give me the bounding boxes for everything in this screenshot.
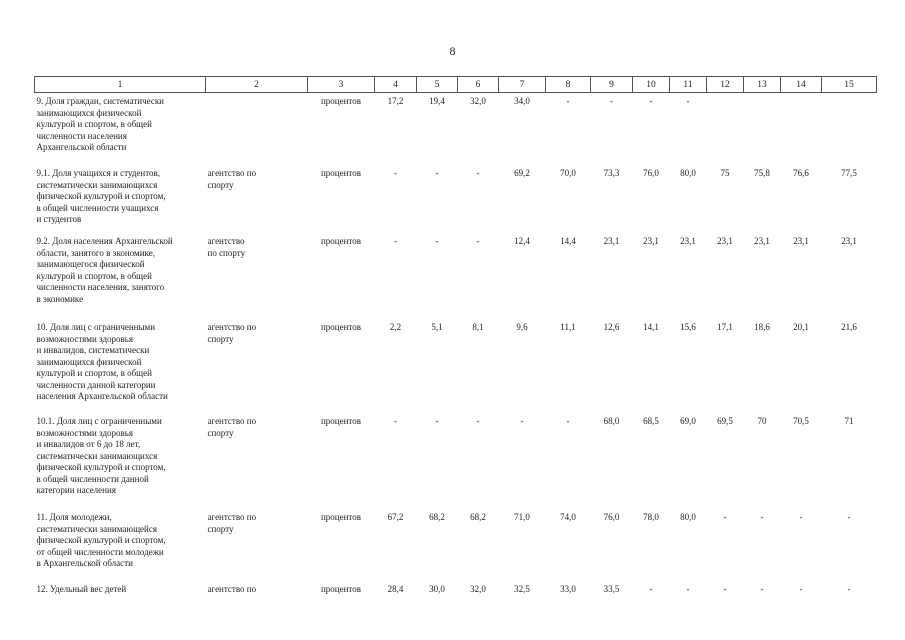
value-cell: - <box>799 584 803 594</box>
executor-line: спорту <box>207 427 234 438</box>
value-cell <box>707 93 744 161</box>
col-header: 14 <box>781 77 822 93</box>
value-cell: 11,1 <box>560 322 576 332</box>
value-cell: 76,6 <box>793 168 809 178</box>
value-cell: - <box>760 584 764 594</box>
value-cell: - <box>566 96 570 106</box>
col-header: 9 <box>591 77 633 93</box>
value-cell: 77,5 <box>841 168 857 178</box>
indicator-name-line: населения Архангельской области <box>36 391 168 401</box>
indicator-name-cell <box>35 232 206 314</box>
col-header: 4 <box>375 77 417 93</box>
indicator-name-line: численности населения, занятого <box>36 282 165 292</box>
value-cell: 32,0 <box>470 96 486 106</box>
indicator-name-cell <box>35 93 206 161</box>
value-cell: 17,1 <box>717 322 733 332</box>
value-cell: 76,0 <box>643 168 659 178</box>
value-cell: 23,1 <box>680 236 696 246</box>
indicator-name-line: области, занятого в экономике, <box>36 247 155 258</box>
value-cell: - <box>476 416 480 426</box>
indicator-name-line: 10.1. Доля лиц с ограниченными <box>36 416 162 426</box>
value-cell: - <box>799 512 803 522</box>
executor-line: спорту <box>207 179 234 190</box>
value-cell: 69,5 <box>717 416 733 426</box>
executor-cell <box>206 93 308 161</box>
value-cell: 68,2 <box>429 512 445 522</box>
col-header: 11 <box>670 77 707 93</box>
indicator-name-line: культурой и спортом, в общей <box>36 270 152 281</box>
value-cell: 23,1 <box>793 236 809 246</box>
indicator-name-line: в Архангельской области <box>36 558 133 568</box>
indicator-name-line: 11. Доля молодежи, <box>36 512 112 522</box>
unit-cell: процентов <box>320 584 361 594</box>
value-cell: 23,1 <box>841 236 857 246</box>
value-cell: - <box>686 96 690 106</box>
indicator-name-line: занимающихся физической <box>36 356 142 367</box>
value-cell: - <box>394 236 397 246</box>
indicator-name-line: возможностями здоровья <box>36 333 134 344</box>
value-cell: - <box>847 512 851 522</box>
value-cell: 67,2 <box>387 512 404 522</box>
value-cell: 68,2 <box>470 512 486 522</box>
value-cell: 80,0 <box>680 512 696 522</box>
value-cell: 23,1 <box>717 236 733 246</box>
col-header: 5 <box>417 77 458 93</box>
value-cell: 12,6 <box>603 322 620 332</box>
value-cell: 74,0 <box>560 512 576 522</box>
value-cell: 12,4 <box>514 236 530 246</box>
unit-cell: процентов <box>320 512 361 522</box>
indicator-name-line: в экономике <box>36 293 84 304</box>
indicator-name-line: физической культурой и спортом, <box>36 535 166 545</box>
indicator-name-line: и инвалидов, систематически <box>36 345 150 355</box>
value-cell: - <box>566 416 570 426</box>
indicator-name-line: систематически занимающихся <box>36 450 158 461</box>
unit-cell: процентов <box>320 96 361 106</box>
indicator-name-line: Архангельской области <box>36 142 127 152</box>
executor-line: агентство <box>207 236 245 246</box>
value-cell: - <box>649 96 653 106</box>
value-cell: - <box>435 236 439 246</box>
value-cell: 23,1 <box>603 236 620 246</box>
value-cell: - <box>723 512 727 522</box>
value-cell <box>822 93 877 161</box>
table-row <box>35 232 877 314</box>
value-cell: 15,6 <box>680 322 696 332</box>
indicator-name-line: физической культурой и спортом, <box>36 462 166 472</box>
unit-cell: процентов <box>320 416 361 426</box>
value-cell: 20,1 <box>793 322 809 332</box>
indicator-name-line: возможностями здоровья <box>36 427 134 438</box>
value-cell <box>781 93 822 161</box>
executor-line: агентство по <box>207 168 257 178</box>
value-cell: 8,1 <box>472 322 484 332</box>
value-cell: 32,5 <box>514 584 530 594</box>
indicator-name-line: 12. Удельный вес детей <box>36 584 127 594</box>
executor-line: по спорту <box>207 247 246 258</box>
indicator-name-line: в общей численности данной <box>36 473 149 484</box>
value-cell: 17,2 <box>387 96 404 106</box>
executor-line: спорту <box>207 333 234 344</box>
executor-cell <box>206 314 308 410</box>
col-header: 2 <box>206 77 308 93</box>
executor-line: агентство по <box>207 416 257 426</box>
indicator-name-cell <box>35 410 206 506</box>
unit-cell: процентов <box>320 236 361 246</box>
unit-cell: процентов <box>320 168 361 178</box>
col-header: 12 <box>707 77 744 93</box>
value-cell: - <box>520 416 524 426</box>
indicator-name-line: категории населения <box>36 485 116 495</box>
value-cell: - <box>435 416 439 426</box>
value-cell: 14,4 <box>560 236 576 246</box>
col-header: 10 <box>633 77 670 93</box>
indicator-name-line: 9. Доля граждан, систематически <box>36 96 165 106</box>
indicator-name-line: от общей численности молодежи <box>36 546 164 557</box>
indicator-name-line: занимающихся физической <box>36 107 142 118</box>
value-cell: 78,0 <box>643 512 659 522</box>
col-header: 1 <box>35 77 206 93</box>
executor-line: спорту <box>207 523 234 534</box>
indicator-name-line: физической культурой и спортом, <box>36 191 166 201</box>
value-cell: - <box>649 584 653 594</box>
indicator-name-line: культурой и спортом, в общей <box>36 368 152 378</box>
executor-line: агентство по <box>207 584 257 594</box>
page-number: 8 <box>449 44 456 58</box>
indicator-name-cell <box>35 506 206 578</box>
col-header: 8 <box>546 77 591 93</box>
indicators-table <box>34 76 877 614</box>
value-cell: 68,0 <box>603 416 620 426</box>
executor-cell <box>206 506 308 578</box>
indicator-name-line: и инвалидов от 6 до 18 лет, <box>36 439 141 449</box>
indicator-name-line: систематически занимающейся <box>36 523 157 534</box>
value-cell: - <box>394 416 397 426</box>
indicator-name-line: 10. Доля лиц с ограниченными <box>36 322 156 332</box>
value-cell: 75 <box>720 168 730 178</box>
table-row <box>35 506 877 578</box>
value-cell: - <box>394 168 397 178</box>
value-cell: - <box>435 168 439 178</box>
executor-cell <box>206 410 308 506</box>
value-cell: 14,1 <box>643 322 659 332</box>
value-cell: 5,1 <box>431 322 443 332</box>
value-cell: 28,4 <box>387 584 404 594</box>
value-cell: 33,5 <box>603 584 620 594</box>
value-cell: 30,0 <box>429 584 445 594</box>
executor-cell <box>206 578 308 614</box>
indicator-name-line: численности данной категории <box>36 379 156 390</box>
indicator-name-line: и студентов <box>36 214 82 224</box>
value-cell: 21,6 <box>841 322 857 332</box>
col-header: 15 <box>822 77 877 93</box>
value-cell: 18,6 <box>754 322 770 332</box>
value-cell: 68,5 <box>643 416 659 426</box>
value-cell: 71 <box>844 416 854 426</box>
indicator-name-line: культурой и спортом, в общей <box>36 119 152 129</box>
executor-line: агентство по <box>207 322 257 332</box>
value-cell: - <box>476 168 480 178</box>
unit-cell: процентов <box>320 322 361 332</box>
value-cell: 80,0 <box>680 168 696 178</box>
value-cell: 73,3 <box>603 168 620 178</box>
indicator-name-line: занимающегося физической <box>36 259 145 269</box>
value-cell: - <box>476 236 480 246</box>
table-row <box>35 578 877 614</box>
executor-line: агентство по <box>207 512 257 522</box>
value-cell: 19,4 <box>429 96 445 106</box>
value-cell: - <box>760 512 764 522</box>
table-row <box>35 410 877 506</box>
indicator-name-cell <box>35 160 206 232</box>
value-cell: 34,0 <box>514 96 530 106</box>
col-header: 6 <box>458 77 499 93</box>
indicator-name-line: в общей численности учащихся <box>36 202 159 213</box>
executor-cell <box>206 160 308 232</box>
value-cell: 75,8 <box>754 168 770 178</box>
col-header: 13 <box>744 77 781 93</box>
value-cell: 23,1 <box>643 236 659 246</box>
header-row <box>35 77 877 93</box>
value-cell: 33,0 <box>560 584 576 594</box>
value-cell: 32,0 <box>470 584 486 594</box>
value-cell: 71,0 <box>514 512 530 522</box>
indicator-name-cell <box>35 578 206 614</box>
indicator-name-line: 9.1. Доля учащихся и студентов, <box>36 168 161 178</box>
value-cell: 9,6 <box>516 322 528 332</box>
indicator-name-cell <box>35 314 206 410</box>
table-row <box>35 314 877 410</box>
table-row <box>35 160 877 232</box>
value-cell: 23,1 <box>754 236 770 246</box>
indicator-name-line: систематически занимающихся <box>36 179 158 190</box>
value-cell: - <box>847 584 851 594</box>
value-cell: 69,2 <box>514 168 530 178</box>
value-cell: 2,2 <box>389 322 402 332</box>
value-cell: - <box>686 584 690 594</box>
indicator-name-line: численности населения <box>36 130 127 141</box>
value-cell: - <box>723 584 727 594</box>
value-cell: 70,0 <box>560 168 576 178</box>
value-cell: 70 <box>757 416 767 426</box>
col-header: 3 <box>308 77 375 93</box>
value-cell: 69,0 <box>680 416 696 426</box>
value-cell: 70,5 <box>793 416 809 426</box>
value-cell: - <box>610 96 613 106</box>
col-header: 7 <box>499 77 546 93</box>
indicator-name-line: 9.2. Доля населения Архангельской <box>36 236 173 246</box>
value-cell: 76,0 <box>603 512 620 522</box>
table-row <box>35 93 877 161</box>
executor-cell <box>206 232 308 314</box>
value-cell <box>744 93 781 161</box>
